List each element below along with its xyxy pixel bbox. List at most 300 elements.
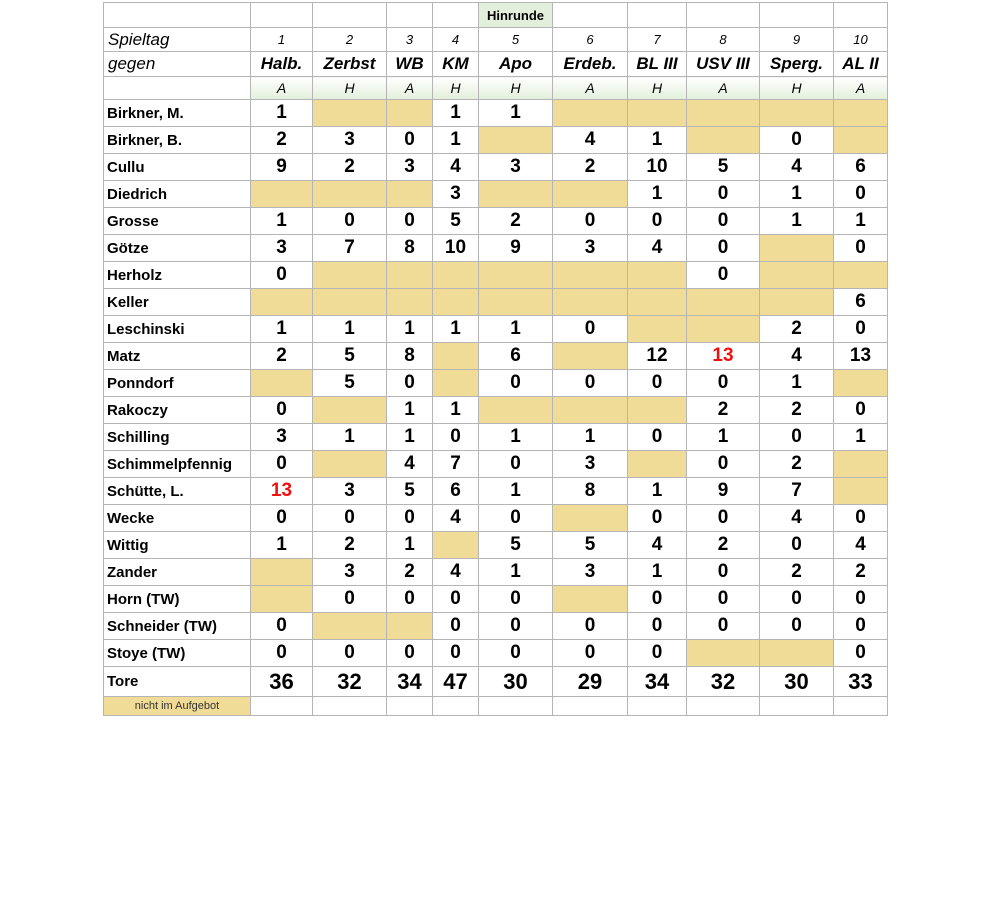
- goal-count-cell[interactable]: 0: [313, 505, 387, 532]
- goal-count-cell[interactable]: 0: [687, 505, 760, 532]
- goal-count-cell[interactable]: 1: [251, 532, 313, 559]
- totals-label[interactable]: Tore: [104, 667, 251, 697]
- matchday-number[interactable]: 10: [834, 28, 888, 52]
- goal-count-cell[interactable]: 0: [687, 451, 760, 478]
- empty-cell[interactable]: [433, 697, 479, 716]
- player-name[interactable]: Schütte, L.: [104, 478, 251, 505]
- player-name[interactable]: Schimmelpfennig: [104, 451, 251, 478]
- not-in-squad-cell[interactable]: [553, 100, 628, 127]
- goal-count-cell[interactable]: 1: [387, 424, 433, 451]
- not-in-squad-cell[interactable]: [387, 613, 433, 640]
- goal-count-cell[interactable]: 0: [553, 640, 628, 667]
- not-in-squad-cell[interactable]: [479, 397, 553, 424]
- goal-count-cell[interactable]: 1: [479, 100, 553, 127]
- goal-count-cell[interactable]: 2: [251, 343, 313, 370]
- goal-count-cell[interactable]: 2: [313, 532, 387, 559]
- goal-count-cell[interactable]: 0: [433, 424, 479, 451]
- goal-count-cell[interactable]: 10: [628, 154, 687, 181]
- goal-count-cell[interactable]: 5: [387, 478, 433, 505]
- goal-count-cell[interactable]: 1: [479, 316, 553, 343]
- goal-count-cell[interactable]: 0: [687, 235, 760, 262]
- not-in-squad-cell[interactable]: [628, 397, 687, 424]
- goal-count-cell[interactable]: 6: [433, 478, 479, 505]
- goal-count-cell[interactable]: 0: [760, 532, 834, 559]
- goal-count-cell[interactable]: 9: [687, 478, 760, 505]
- goal-count-cell[interactable]: 0: [628, 640, 687, 667]
- not-in-squad-cell[interactable]: [687, 100, 760, 127]
- goal-count-cell[interactable]: 0: [834, 586, 888, 613]
- goal-count-cell[interactable]: 3: [553, 235, 628, 262]
- total-goals-cell[interactable]: 33: [834, 667, 888, 697]
- home-away-marker[interactable]: A: [834, 77, 888, 100]
- empty-cell[interactable]: [104, 3, 251, 28]
- goal-count-cell[interactable]: 2: [687, 532, 760, 559]
- goal-count-cell[interactable]: 10: [433, 235, 479, 262]
- goal-count-cell[interactable]: 0: [387, 370, 433, 397]
- player-row: [104, 316, 888, 343]
- empty-cell[interactable]: [628, 697, 687, 716]
- goal-count-cell[interactable]: 0: [251, 397, 313, 424]
- not-in-squad-cell[interactable]: [834, 262, 888, 289]
- goal-count-cell[interactable]: 1: [834, 208, 888, 235]
- goal-count-cell[interactable]: 1: [251, 316, 313, 343]
- empty-cell[interactable]: [104, 77, 251, 100]
- not-in-squad-cell[interactable]: [760, 235, 834, 262]
- not-in-squad-cell[interactable]: [251, 586, 313, 613]
- goal-count-cell[interactable]: 0: [553, 370, 628, 397]
- home-away-marker[interactable]: A: [251, 77, 313, 100]
- not-in-squad-cell[interactable]: [553, 289, 628, 316]
- not-in-squad-cell[interactable]: [628, 316, 687, 343]
- goal-count-cell[interactable]: 3: [313, 559, 387, 586]
- goal-count-cell[interactable]: 1: [760, 208, 834, 235]
- player-name[interactable]: Rakoczy: [104, 397, 251, 424]
- not-in-squad-cell[interactable]: [313, 613, 387, 640]
- goal-count-cell[interactable]: 0: [628, 424, 687, 451]
- goal-count-cell[interactable]: 5: [687, 154, 760, 181]
- goal-count-cell[interactable]: 1: [387, 316, 433, 343]
- totals-row: [104, 667, 888, 697]
- not-in-squad-cell[interactable]: [628, 100, 687, 127]
- empty-cell[interactable]: [834, 3, 888, 28]
- goal-count-cell[interactable]: 2: [251, 127, 313, 154]
- empty-cell[interactable]: [433, 3, 479, 28]
- matchday-number[interactable]: 9: [760, 28, 834, 52]
- not-in-squad-cell[interactable]: [834, 478, 888, 505]
- goal-count-cell[interactable]: 0: [387, 505, 433, 532]
- not-in-squad-cell[interactable]: [553, 181, 628, 208]
- not-in-squad-cell[interactable]: [433, 262, 479, 289]
- not-in-squad-cell[interactable]: [479, 262, 553, 289]
- player-row: [104, 100, 888, 127]
- player-name[interactable]: Grosse: [104, 208, 251, 235]
- goal-count-cell[interactable]: 1: [687, 424, 760, 451]
- not-in-squad-cell[interactable]: [387, 100, 433, 127]
- goal-count-cell[interactable]: 5: [553, 532, 628, 559]
- empty-cell[interactable]: [251, 3, 313, 28]
- empty-cell[interactable]: [387, 3, 433, 28]
- goal-count-cell[interactable]: 1: [433, 316, 479, 343]
- opponent-name[interactable]: BL III: [628, 52, 687, 77]
- opponent-name[interactable]: KM: [433, 52, 479, 77]
- total-goals-cell[interactable]: 34: [628, 667, 687, 697]
- opponent-name[interactable]: Erdeb.: [553, 52, 628, 77]
- gegen-label[interactable]: gegen: [104, 52, 251, 77]
- empty-cell[interactable]: [313, 697, 387, 716]
- not-in-squad-cell[interactable]: [628, 289, 687, 316]
- matchday-number[interactable]: 8: [687, 28, 760, 52]
- goal-count-cell[interactable]: 0: [760, 586, 834, 613]
- empty-cell[interactable]: [760, 3, 834, 28]
- goal-count-cell[interactable]: 0: [760, 613, 834, 640]
- empty-cell[interactable]: [628, 3, 687, 28]
- not-in-squad-cell[interactable]: [687, 316, 760, 343]
- not-in-squad-cell[interactable]: [387, 181, 433, 208]
- goal-count-cell[interactable]: 4: [433, 559, 479, 586]
- goal-count-cell[interactable]: 13: [687, 343, 760, 370]
- goal-count-cell[interactable]: 0: [834, 181, 888, 208]
- player-name[interactable]: Wittig: [104, 532, 251, 559]
- empty-cell[interactable]: [313, 3, 387, 28]
- not-in-squad-cell[interactable]: [834, 370, 888, 397]
- goal-count-cell[interactable]: 3: [251, 424, 313, 451]
- goal-count-cell[interactable]: 0: [479, 640, 553, 667]
- goal-count-cell[interactable]: 1: [553, 424, 628, 451]
- goal-count-cell[interactable]: 1: [760, 370, 834, 397]
- goal-count-cell[interactable]: 3: [479, 154, 553, 181]
- empty-cell[interactable]: [834, 697, 888, 716]
- not-in-squad-cell[interactable]: [313, 451, 387, 478]
- not-in-squad-cell[interactable]: [479, 127, 553, 154]
- goal-count-cell[interactable]: 6: [834, 154, 888, 181]
- player-name[interactable]: Ponndorf: [104, 370, 251, 397]
- not-in-squad-cell[interactable]: [687, 127, 760, 154]
- goal-count-cell[interactable]: 1: [433, 397, 479, 424]
- goal-count-cell[interactable]: 1: [433, 127, 479, 154]
- goal-count-cell[interactable]: 9: [251, 154, 313, 181]
- matchday-number[interactable]: 6: [553, 28, 628, 52]
- goal-count-cell[interactable]: 0: [433, 613, 479, 640]
- goal-count-cell[interactable]: 0: [387, 586, 433, 613]
- not-in-squad-cell[interactable]: [313, 181, 387, 208]
- goal-count-cell[interactable]: 0: [687, 370, 760, 397]
- not-in-squad-cell[interactable]: [760, 640, 834, 667]
- player-name[interactable]: Leschinski: [104, 316, 251, 343]
- goal-count-cell[interactable]: 1: [479, 424, 553, 451]
- goal-count-cell[interactable]: 0: [834, 397, 888, 424]
- not-in-squad-cell[interactable]: [313, 100, 387, 127]
- not-in-squad-cell[interactable]: [387, 262, 433, 289]
- goal-count-cell[interactable]: 0: [834, 640, 888, 667]
- goal-count-cell[interactable]: 7: [433, 451, 479, 478]
- matchday-number[interactable]: 7: [628, 28, 687, 52]
- player-name[interactable]: Horn (TW): [104, 586, 251, 613]
- goal-count-cell[interactable]: 12: [628, 343, 687, 370]
- not-in-squad-cell[interactable]: [553, 262, 628, 289]
- total-goals-cell[interactable]: 36: [251, 667, 313, 697]
- goal-count-cell[interactable]: 4: [760, 505, 834, 532]
- goal-count-cell[interactable]: 0: [687, 613, 760, 640]
- not-in-squad-cell[interactable]: [628, 262, 687, 289]
- empty-cell[interactable]: [479, 697, 553, 716]
- matchday-number[interactable]: 1: [251, 28, 313, 52]
- goal-count-cell[interactable]: 0: [834, 235, 888, 262]
- not-in-squad-cell[interactable]: [433, 532, 479, 559]
- goal-count-cell[interactable]: 0: [387, 208, 433, 235]
- goal-count-cell[interactable]: 4: [760, 154, 834, 181]
- goal-count-cell[interactable]: 0: [628, 613, 687, 640]
- goal-count-cell[interactable]: 1: [251, 100, 313, 127]
- goal-count-cell[interactable]: 1: [313, 316, 387, 343]
- not-in-squad-cell[interactable]: [433, 289, 479, 316]
- goal-count-cell[interactable]: 0: [433, 586, 479, 613]
- goal-count-cell[interactable]: 3: [387, 154, 433, 181]
- goal-count-cell[interactable]: 1: [387, 532, 433, 559]
- goal-count-cell[interactable]: 3: [313, 478, 387, 505]
- home-away-marker[interactable]: A: [687, 77, 760, 100]
- goal-count-cell[interactable]: 2: [553, 154, 628, 181]
- home-away-marker[interactable]: H: [628, 77, 687, 100]
- empty-cell[interactable]: [760, 697, 834, 716]
- goal-count-cell[interactable]: 2: [313, 154, 387, 181]
- not-in-squad-cell[interactable]: [553, 343, 628, 370]
- matchday-number[interactable]: 3: [387, 28, 433, 52]
- not-in-squad-cell[interactable]: [251, 559, 313, 586]
- empty-cell[interactable]: [251, 697, 313, 716]
- spieltag-label[interactable]: Spieltag: [104, 28, 251, 52]
- not-in-squad-cell[interactable]: [834, 127, 888, 154]
- not-in-squad-cell[interactable]: [687, 640, 760, 667]
- goal-count-cell[interactable]: 0: [834, 505, 888, 532]
- goal-count-cell[interactable]: 7: [760, 478, 834, 505]
- opponent-name[interactable]: Sperg.: [760, 52, 834, 77]
- goal-count-cell[interactable]: 1: [834, 424, 888, 451]
- not-in-squad-cell[interactable]: [313, 397, 387, 424]
- not-in-squad-cell[interactable]: [687, 289, 760, 316]
- goal-count-cell[interactable]: 0: [479, 586, 553, 613]
- goal-count-cell[interactable]: 4: [834, 532, 888, 559]
- goal-count-cell[interactable]: 2: [760, 451, 834, 478]
- goal-count-cell[interactable]: 4: [553, 127, 628, 154]
- not-in-squad-cell[interactable]: [479, 289, 553, 316]
- goal-count-cell[interactable]: 0: [387, 127, 433, 154]
- goal-count-cell[interactable]: 1: [433, 100, 479, 127]
- goal-count-cell[interactable]: 0: [251, 451, 313, 478]
- goal-count-cell[interactable]: 0: [251, 640, 313, 667]
- opponent-name[interactable]: USV III: [687, 52, 760, 77]
- total-goals-cell[interactable]: 29: [553, 667, 628, 697]
- home-away-marker[interactable]: A: [387, 77, 433, 100]
- goal-count-cell[interactable]: 0: [628, 208, 687, 235]
- total-goals-cell[interactable]: 34: [387, 667, 433, 697]
- matchday-number[interactable]: 5: [479, 28, 553, 52]
- goal-count-cell[interactable]: 1: [760, 181, 834, 208]
- goal-count-cell[interactable]: 2: [834, 559, 888, 586]
- total-goals-cell[interactable]: 32: [687, 667, 760, 697]
- total-goals-cell[interactable]: 30: [760, 667, 834, 697]
- goal-count-cell[interactable]: 8: [553, 478, 628, 505]
- home-away-marker[interactable]: H: [313, 77, 387, 100]
- goal-count-cell[interactable]: 1: [479, 478, 553, 505]
- goal-count-cell[interactable]: 2: [479, 208, 553, 235]
- goal-count-cell[interactable]: 7: [313, 235, 387, 262]
- home-away-marker[interactable]: H: [479, 77, 553, 100]
- goal-count-cell[interactable]: 4: [628, 532, 687, 559]
- not-in-squad-cell[interactable]: [251, 370, 313, 397]
- goal-count-cell[interactable]: 3: [553, 559, 628, 586]
- goal-count-cell[interactable]: 0: [687, 559, 760, 586]
- home-away-marker[interactable]: H: [760, 77, 834, 100]
- goal-count-cell[interactable]: 4: [760, 343, 834, 370]
- not-in-squad-cell[interactable]: [313, 289, 387, 316]
- opponent-name[interactable]: Apo: [479, 52, 553, 77]
- goal-count-cell[interactable]: 3: [433, 181, 479, 208]
- goal-count-cell[interactable]: 0: [760, 127, 834, 154]
- goal-count-cell[interactable]: 2: [760, 316, 834, 343]
- goal-count-cell[interactable]: 13: [834, 343, 888, 370]
- goal-count-cell[interactable]: 1: [479, 559, 553, 586]
- goal-count-cell[interactable]: 5: [479, 532, 553, 559]
- goal-count-cell[interactable]: 3: [251, 235, 313, 262]
- player-name[interactable]: Stoye (TW): [104, 640, 251, 667]
- not-in-squad-cell[interactable]: [628, 451, 687, 478]
- player-name[interactable]: Diedrich: [104, 181, 251, 208]
- goal-count-cell[interactable]: 6: [834, 289, 888, 316]
- hinrunde-label[interactable]: Hinrunde: [479, 3, 553, 28]
- goal-count-cell[interactable]: 0: [687, 208, 760, 235]
- goal-count-cell[interactable]: 0: [834, 316, 888, 343]
- goal-count-cell[interactable]: 0: [628, 586, 687, 613]
- matchday-number[interactable]: 2: [313, 28, 387, 52]
- goal-count-cell[interactable]: 4: [628, 235, 687, 262]
- goal-count-cell[interactable]: 8: [387, 343, 433, 370]
- goal-count-cell[interactable]: 1: [387, 397, 433, 424]
- goal-count-cell[interactable]: 0: [251, 613, 313, 640]
- goal-count-cell[interactable]: 0: [687, 586, 760, 613]
- goal-count-cell[interactable]: 0: [628, 370, 687, 397]
- goal-count-cell[interactable]: 0: [479, 370, 553, 397]
- player-name[interactable]: Birkner, M.: [104, 100, 251, 127]
- player-name[interactable]: Schneider (TW): [104, 613, 251, 640]
- goal-count-cell[interactable]: 3: [553, 451, 628, 478]
- goal-count-cell[interactable]: 13: [251, 478, 313, 505]
- not-in-squad-cell[interactable]: [553, 586, 628, 613]
- goal-count-cell[interactable]: 4: [433, 154, 479, 181]
- goal-count-cell[interactable]: 0: [479, 451, 553, 478]
- not-in-squad-cell[interactable]: [251, 289, 313, 316]
- goal-count-cell[interactable]: 0: [628, 505, 687, 532]
- not-in-squad-cell[interactable]: [760, 289, 834, 316]
- not-in-squad-cell[interactable]: [834, 100, 888, 127]
- goal-count-cell[interactable]: 5: [313, 343, 387, 370]
- goal-count-cell[interactable]: 0: [251, 262, 313, 289]
- opponent-name[interactable]: WB: [387, 52, 433, 77]
- not-in-squad-cell[interactable]: [834, 451, 888, 478]
- goal-count-cell[interactable]: 2: [760, 559, 834, 586]
- goal-count-cell[interactable]: 0: [687, 181, 760, 208]
- not-in-squad-cell[interactable]: [553, 397, 628, 424]
- goal-count-cell[interactable]: 0: [479, 505, 553, 532]
- goal-count-cell[interactable]: 4: [387, 451, 433, 478]
- goal-count-cell[interactable]: 1: [251, 208, 313, 235]
- goal-count-cell[interactable]: 9: [479, 235, 553, 262]
- goal-count-cell[interactable]: 6: [479, 343, 553, 370]
- not-in-squad-cell[interactable]: [760, 100, 834, 127]
- goal-count-cell[interactable]: 2: [687, 397, 760, 424]
- empty-cell[interactable]: [687, 3, 760, 28]
- goal-count-cell[interactable]: 0: [479, 613, 553, 640]
- home-away-marker[interactable]: A: [553, 77, 628, 100]
- goal-count-cell[interactable]: 4: [433, 505, 479, 532]
- goal-count-cell[interactable]: 0: [313, 586, 387, 613]
- goal-count-cell[interactable]: 0: [553, 613, 628, 640]
- player-name[interactable]: Zander: [104, 559, 251, 586]
- player-name[interactable]: Herholz: [104, 262, 251, 289]
- not-in-squad-cell[interactable]: [553, 505, 628, 532]
- player-name[interactable]: Matz: [104, 343, 251, 370]
- empty-cell[interactable]: [553, 3, 628, 28]
- empty-cell[interactable]: [387, 697, 433, 716]
- player-name[interactable]: Keller: [104, 289, 251, 316]
- total-goals-cell[interactable]: 47: [433, 667, 479, 697]
- goal-count-cell[interactable]: 0: [553, 316, 628, 343]
- empty-cell[interactable]: [687, 697, 760, 716]
- goal-count-cell[interactable]: 5: [433, 208, 479, 235]
- player-name[interactable]: Cullu: [104, 154, 251, 181]
- opponent-name[interactable]: AL II: [834, 52, 888, 77]
- opponent-name[interactable]: Halb.: [251, 52, 313, 77]
- goal-count-cell[interactable]: 0: [553, 208, 628, 235]
- empty-cell[interactable]: [553, 697, 628, 716]
- not-in-squad-cell[interactable]: [251, 181, 313, 208]
- goal-count-cell[interactable]: 1: [313, 424, 387, 451]
- goal-count-cell[interactable]: 0: [760, 424, 834, 451]
- goal-count-cell[interactable]: 1: [628, 559, 687, 586]
- goal-count-cell[interactable]: 0: [433, 640, 479, 667]
- player-name[interactable]: Götze: [104, 235, 251, 262]
- goal-count-cell[interactable]: 0: [313, 208, 387, 235]
- goal-count-cell[interactable]: 1: [628, 478, 687, 505]
- opponent-name[interactable]: Zerbst: [313, 52, 387, 77]
- goal-count-cell[interactable]: 1: [628, 181, 687, 208]
- home-away-marker[interactable]: H: [433, 77, 479, 100]
- not-in-squad-cell[interactable]: [313, 262, 387, 289]
- total-goals-cell[interactable]: 30: [479, 667, 553, 697]
- goal-count-cell[interactable]: 0: [313, 640, 387, 667]
- not-in-squad-cell[interactable]: [387, 289, 433, 316]
- goal-count-cell[interactable]: 5: [313, 370, 387, 397]
- not-in-squad-cell[interactable]: [479, 181, 553, 208]
- goal-count-cell[interactable]: 0: [834, 613, 888, 640]
- matchday-number[interactable]: 4: [433, 28, 479, 52]
- not-in-squad-cell[interactable]: [433, 343, 479, 370]
- goal-count-cell[interactable]: 0: [387, 640, 433, 667]
- goal-count-cell[interactable]: 2: [387, 559, 433, 586]
- player-name[interactable]: Birkner, B.: [104, 127, 251, 154]
- goal-count-cell[interactable]: 2: [760, 397, 834, 424]
- goal-count-cell[interactable]: 0: [251, 505, 313, 532]
- not-in-squad-cell[interactable]: [760, 262, 834, 289]
- total-goals-cell[interactable]: 32: [313, 667, 387, 697]
- goal-count-cell[interactable]: 1: [628, 127, 687, 154]
- player-name[interactable]: Wecke: [104, 505, 251, 532]
- not-in-squad-cell[interactable]: [433, 370, 479, 397]
- legend-not-in-squad[interactable]: nicht im Aufgebot: [104, 697, 251, 716]
- goal-count-cell[interactable]: 8: [387, 235, 433, 262]
- goal-count-cell[interactable]: 3: [313, 127, 387, 154]
- goal-count-cell[interactable]: 0: [687, 262, 760, 289]
- player-name[interactable]: Schilling: [104, 424, 251, 451]
